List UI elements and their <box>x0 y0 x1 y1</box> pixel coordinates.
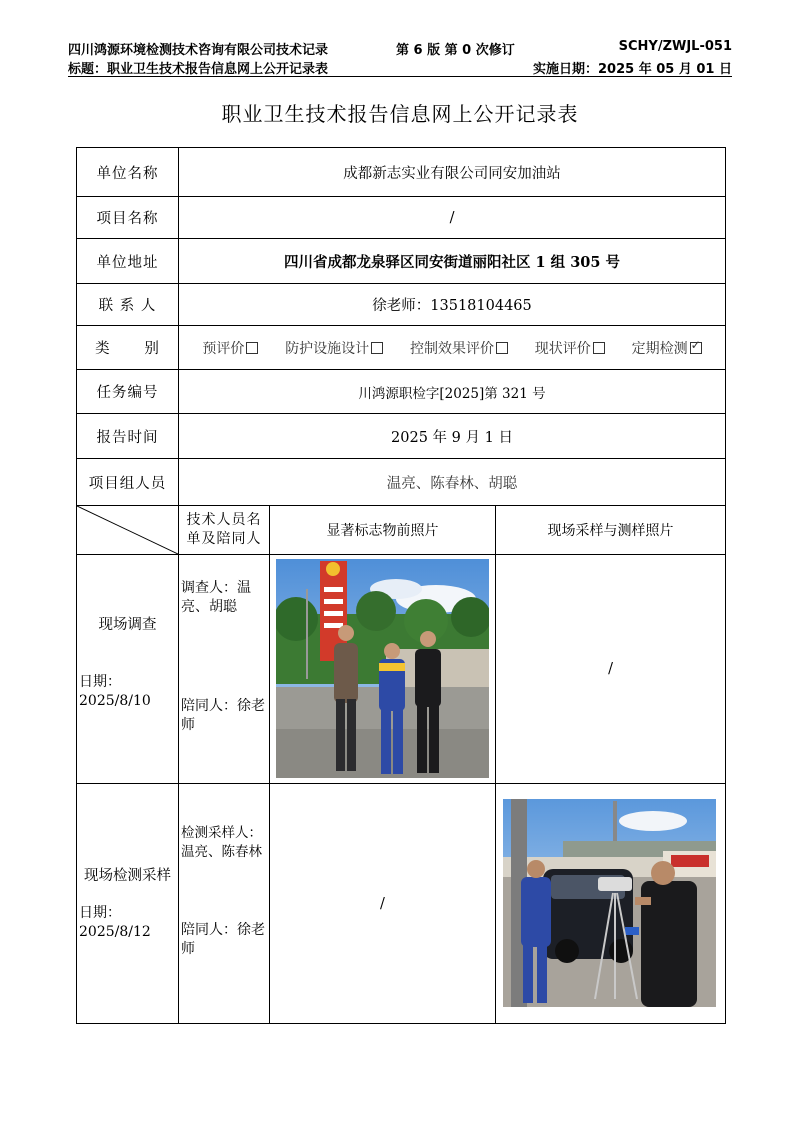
category-option-label: 现状评价 <box>534 340 591 357</box>
sampling-label-cell <box>77 784 179 1024</box>
report-time-label: 报告时间 <box>77 414 179 459</box>
company-record-title: 四川鸿源环境检测技术咨询有限公司技术记录 <box>68 43 329 58</box>
task-no-label: 任务编号 <box>77 370 179 414</box>
unchecked-box-icon <box>593 342 605 354</box>
survey-staff-cell <box>179 555 270 784</box>
sampling-companion: 陪同人：徐老师 <box>181 922 265 957</box>
category-option-3 <box>410 338 508 358</box>
report-time-value: 2025 年 9 月 1 日 <box>179 414 726 459</box>
unchecked-box-icon <box>246 342 258 354</box>
project-name-value: / <box>179 197 726 239</box>
address-label: 单位地址 <box>77 239 179 284</box>
survey-title: 现场调查 <box>98 617 157 633</box>
page-title: 职业卫生技术报告信息网上公开记录表 <box>221 102 579 126</box>
category-option-2 <box>285 338 383 358</box>
row-survey <box>77 555 726 784</box>
header-divider <box>68 76 732 77</box>
record-table <box>76 147 726 1024</box>
category-option-4 <box>535 338 605 358</box>
unit-name-value: 成都新志实业有限公司同安加油站 <box>179 148 726 197</box>
address-value: 四川省成都龙泉驿区同安街道丽阳社区 1 组 305 号 <box>179 239 726 284</box>
category-option-1 <box>202 338 258 358</box>
survey-date: 2025/8/10 <box>79 693 151 709</box>
sampling-staff-cell <box>179 784 270 1024</box>
row-address <box>77 239 726 284</box>
header-line-1 <box>68 39 732 57</box>
category-option-5 <box>632 338 702 358</box>
survey-investigator: 调查人：温亮、胡聪 <box>181 580 251 615</box>
survey-landmark-photo-cell <box>270 555 496 784</box>
sampling-date-block <box>79 904 151 942</box>
sampling-landmark-photo-cell: / <box>270 784 496 1024</box>
row-photo-header <box>77 506 726 555</box>
header-line-2 <box>68 58 732 76</box>
unchecked-box-icon <box>496 342 508 354</box>
document-code: SCHY/ZWJL-051 <box>618 39 732 54</box>
effective-date: 实施日期：2025 年 05 月 01 日 <box>533 62 732 77</box>
sampling-sampler: 检测采样人：温亮、陈春林 <box>181 825 262 860</box>
unit-name-label: 单位名称 <box>77 148 179 197</box>
survey-date-label: 日期： <box>79 674 121 690</box>
sampling-title: 现场检测采样 <box>84 868 171 884</box>
survey-sampling-photo-cell: / <box>496 555 726 784</box>
row-category <box>77 326 726 370</box>
sampling-date-label: 日期： <box>79 905 121 921</box>
field-sampling-photo <box>503 799 716 1007</box>
survey-companion: 陪同人：徐老师 <box>181 698 265 733</box>
row-contact <box>77 284 726 326</box>
task-no-value: 川鸿源职检字[2025]第 321 号 <box>179 370 726 414</box>
diagonal-line <box>77 506 178 554</box>
row-report-time <box>77 414 726 459</box>
row-team <box>77 459 726 506</box>
row-unit-name <box>77 148 726 197</box>
category-option-label: 定期检测 <box>631 340 688 357</box>
team-label: 项目组人员 <box>77 459 179 506</box>
row-sampling <box>77 784 726 1024</box>
checked-box-icon <box>690 342 702 354</box>
survey-date-block <box>79 673 151 711</box>
survey-label-cell <box>77 555 179 784</box>
project-name-label: 项目名称 <box>77 197 179 239</box>
row-project-name <box>77 197 726 239</box>
record-subject: 标题：职业卫生技术报告信息网上公开记录表 <box>68 62 329 77</box>
category-options <box>179 338 725 358</box>
category-options-cell <box>179 326 726 370</box>
version-text: 第 6 版 第 0 次修订 <box>396 43 515 58</box>
gas-station-photo <box>276 559 489 778</box>
staff-header: 技术人员名单及陪同人 <box>179 506 270 555</box>
landmark-photo-header: 显著标志物前照片 <box>270 506 496 555</box>
category-option-label: 控制效果评价 <box>409 340 494 357</box>
team-value: 温亮、陈春林、胡聪 <box>179 459 726 506</box>
unchecked-box-icon <box>371 342 383 354</box>
contact-label: 联 系 人 <box>77 284 179 326</box>
diagonal-header-cell <box>77 506 179 555</box>
category-label: 类 别 <box>77 326 179 370</box>
row-task-no <box>77 370 726 414</box>
sampling-date: 2025/8/12 <box>79 924 151 940</box>
category-option-label: 预评价 <box>202 340 245 357</box>
sampling-photo-cell <box>496 784 726 1024</box>
contact-value: 徐老师：13518104465 <box>179 284 726 326</box>
category-option-label: 防护设施设计 <box>285 340 370 357</box>
sampling-photo-header: 现场采样与测样照片 <box>496 506 726 555</box>
